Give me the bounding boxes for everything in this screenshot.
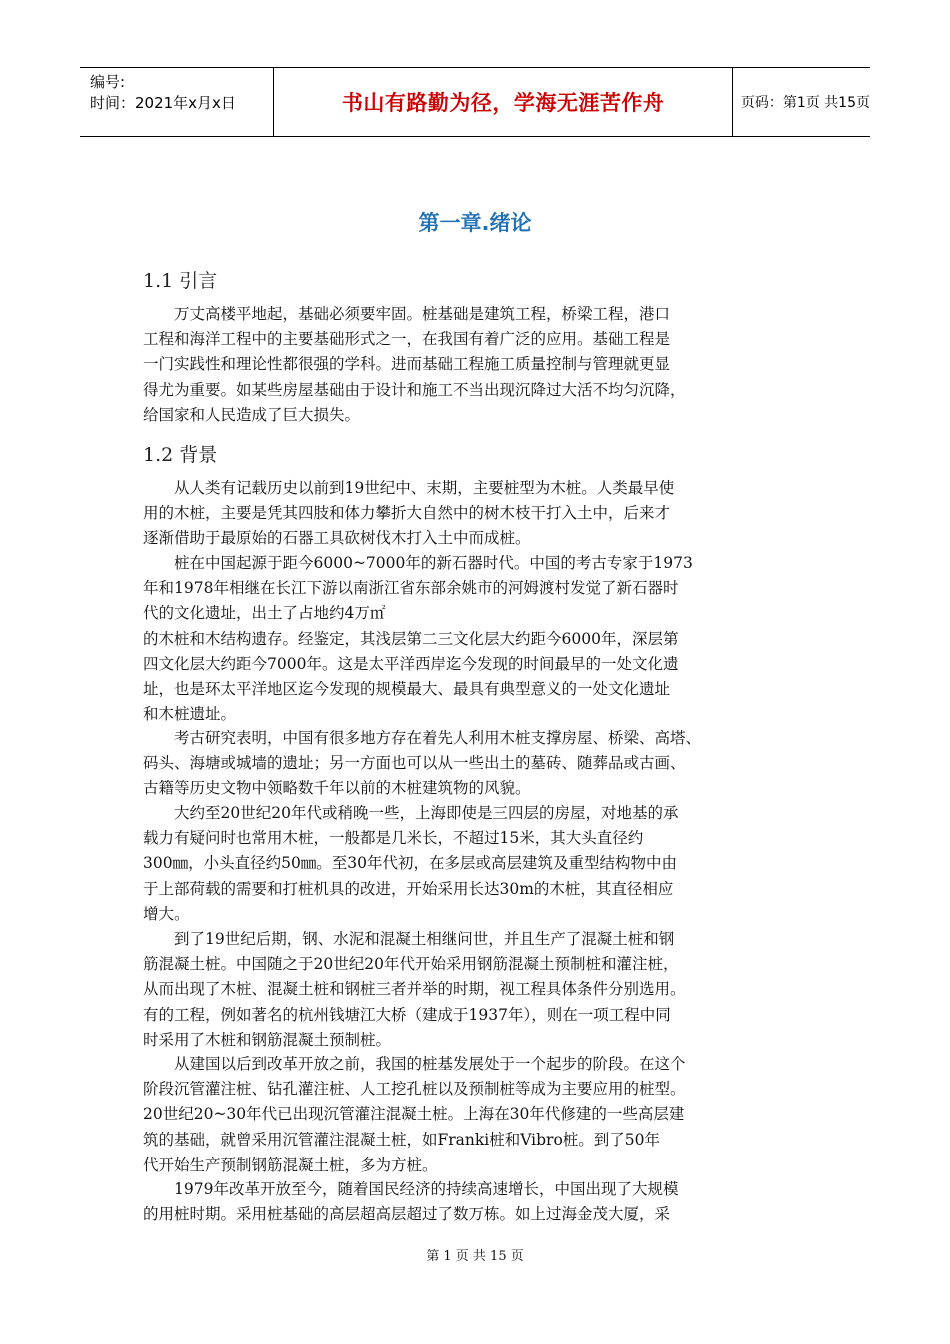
- text-line: 从人类有记载历史以前到19世纪中、末期，主要桩型为木桩。人类最早使: [174, 479, 675, 497]
- number-label: 编号:: [90, 73, 126, 91]
- text-line: 300㎜，小头直径约50㎜。至30年代初，在多层或高层建筑及重型结构物中由: [143, 854, 678, 873]
- paragraph-wooden-piles: [143, 476, 813, 552]
- time-label: 时间：2021年x月x日: [90, 94, 236, 112]
- text-line: 筑的基础，就曾采用沉管灌注混凝土桩，如Franki桩和Vibro桩。到了50年: [143, 1130, 661, 1149]
- header-motto: 书山有路勤为径，学海无涯苦作舟: [274, 68, 732, 136]
- text-line: 1979年改革开放至今，随着国民经济的持续高速增长，中国出现了大规模: [174, 1180, 679, 1198]
- chapter-title: 第一章.绪论: [418, 211, 532, 235]
- text-line: 工程和海洋工程中的主要基础形式之一，在我国有着广泛的应用。基础工程是: [143, 330, 671, 349]
- text-line: 逐渐借助于最原始的石器工具砍树伐木打入土中而成桩。: [143, 529, 531, 548]
- header-page-info: 页码：第1页 共15页: [740, 95, 870, 111]
- paragraph-shanghai: [143, 801, 813, 927]
- text-line: 大约至20世纪20年代或稍晚一些，上海即使是三四层的房屋，对地基的承: [174, 804, 679, 822]
- text-line: 的木桩和木结构遗存。经鉴定，其浅层第二三文化层大约距今6000年，深层第: [143, 629, 679, 648]
- page-header: [80, 67, 870, 137]
- page-footer: 第 1 页 共 15 页: [426, 1249, 524, 1264]
- text-line: 址，也是环太平洋地区迄今发现的规模最大、最具有典型意义的一处文化遗址: [143, 680, 671, 699]
- text-line: 四文化层大约距今7000年。这是太平洋西岸迄今发现的时间最早的一处文化遗: [143, 654, 679, 673]
- text-line: 于上部荷载的需要和打桩机具的改进，开始采用长达30m的木桩，其直径相应: [143, 879, 674, 898]
- text-line: 桩在中国起源于距今6000~7000年的新石器时代。中国的考古专家于1973: [174, 554, 693, 572]
- text-line: 20世纪20~30年代已出现沉管灌注混凝土桩。上海在30年代修建的一些高层建: [143, 1105, 685, 1124]
- text-line: 从建国以后到改革开放之前，我国的桩基发展处于一个起步的阶段。在这个: [174, 1055, 686, 1073]
- text-line: 增大。: [143, 904, 190, 923]
- header-meta: [80, 68, 274, 136]
- section-heading-intro: 1.1 引言: [143, 270, 218, 292]
- text-line: 万丈高楼平地起，基础必须要牢固。桩基础是建筑工程，桥梁工程，港口: [174, 305, 671, 323]
- paragraph-archaeology: [143, 726, 813, 802]
- paragraph-hemudu: [143, 551, 813, 727]
- text-line: 载力有疑问时也常用木桩，一般都是几米长，不超过15米，其大头直径约: [143, 829, 644, 848]
- text-line: 代的文化遗址，出土了占地约4万㎡: [143, 604, 386, 623]
- text-line: 年和1978年相继在长江下游以南浙江省东部余姚市的河姆渡村发觉了新石器时: [143, 579, 679, 598]
- text-line: 筋混凝土桩。中国随之于20世纪20年代开始采用钢筋混凝土预制桩和灌注桩，: [143, 955, 679, 974]
- text-line: 和木桩遗址。: [143, 705, 237, 724]
- text-line: 的用桩时期。采用桩基础的高层超高层超过了数万栋。如上过海金茂大厦，采: [143, 1205, 671, 1224]
- paragraph-concrete: [143, 927, 813, 1053]
- text-line: 得尤为重要。如某些房屋基础由于设计和施工不当出现沉降过大活不均匀沉降，: [143, 380, 686, 399]
- text-line: 码头、海塘或城墙的遗址；另一方面也可以从一些出土的墓砖、随葬品或古画、: [143, 754, 686, 773]
- text-line: 时采用了木桩和钢筋混凝土预制桩。: [143, 1030, 392, 1049]
- text-line: 用的木桩，主要是凭其四肢和体力攀折大自然中的树木枝干打入土中，后来才: [143, 504, 671, 523]
- text-line: 代开始生产预制钢筋混凝土桩，多为方桩。: [143, 1155, 438, 1174]
- text-line: 古籍等历史文物中领略数千年以前的木桩建筑物的风貌。: [143, 779, 531, 798]
- paragraph-after-1949: [143, 1052, 813, 1178]
- text-line: 给国家和人民造成了巨大损失。: [143, 405, 361, 424]
- paragraph-reform: [143, 1177, 813, 1227]
- text-line: 考古研究表明，中国有很多地方存在着先人利用木桩支撑房屋、桥梁、高塔、: [174, 729, 702, 747]
- paragraph-intro: [143, 302, 813, 428]
- section-heading-background: 1.2 背景: [143, 444, 218, 466]
- text-line: 到了19世纪后期，钢、水泥和混凝土相继问世，并且生产了混凝土桩和钢: [174, 930, 675, 948]
- text-line: 有的工程，例如著名的杭州钱塘江大桥（建成于1937年），则在一项工程中同: [143, 1005, 671, 1024]
- text-line: 一门实践性和理论性都很强的学科。进而基础工程施工质量控制与管理就更显: [143, 355, 671, 374]
- text-line: 阶段沉管灌注桩、钻孔灌注桩、人工挖孔桩以及预制桩等成为主要应用的桩型。: [143, 1080, 686, 1099]
- text-line: 从而出现了木桩、混凝土桩和钢桩三者并举的时期，视工程具体条件分别选用。: [143, 980, 686, 999]
